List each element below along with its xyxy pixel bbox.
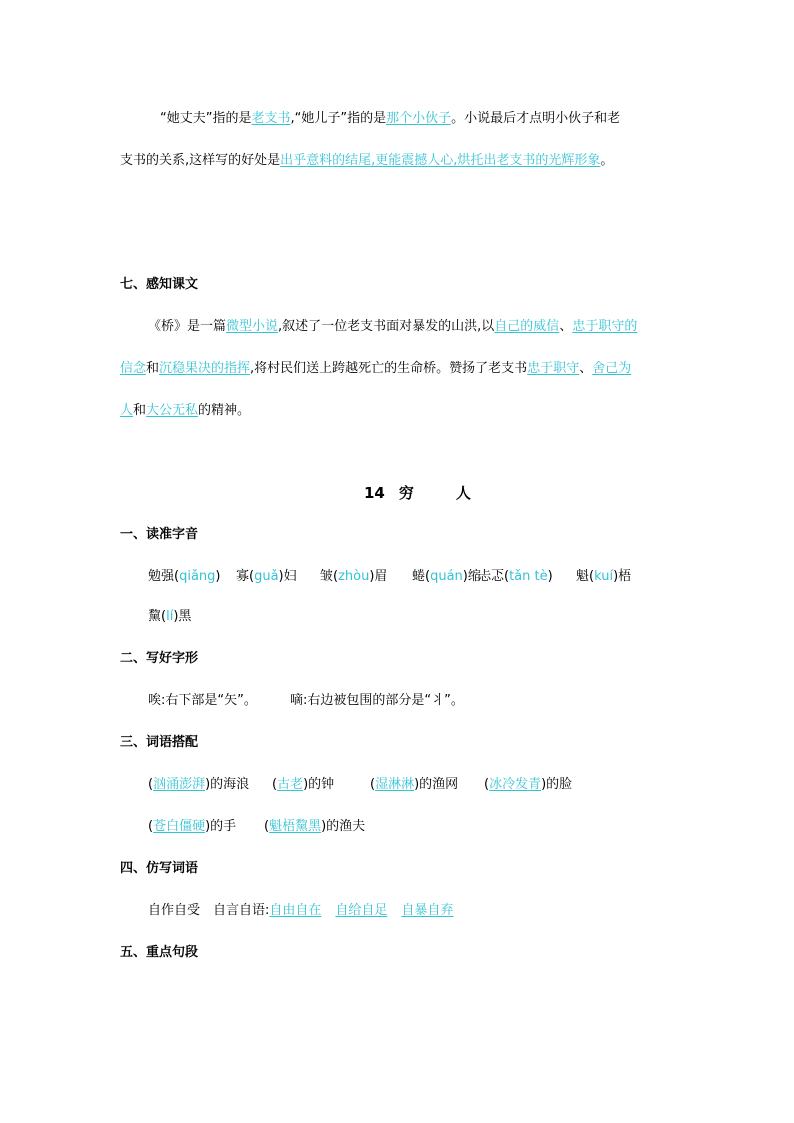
answer-blank: 那个小伙子	[386, 111, 452, 126]
collocation: (冰冷发青)的脸	[484, 777, 573, 792]
answer-blank: 大公无私	[146, 403, 199, 418]
answer-paragraph-line-2: 支书的关系,这样写的好处是出乎意料的结尾,更能震撼人心,烘托出老支书的光辉形象。	[120, 153, 614, 168]
pinyin-word: 蜷(quán)缩	[412, 569, 481, 584]
summary-line-2: 信念和沉稳果决的指挥,将村民们送上跨越死亡的生命桥。赞扬了老支书忠于职守、舍己为	[120, 361, 632, 376]
collocation: (汹涌澎湃)的海浪	[148, 777, 250, 792]
pinyin-word: 魁(kuí)梧	[576, 569, 632, 584]
glyph-note: 嘀:右边被包围的部分是“丬”。	[290, 693, 464, 708]
section-heading: 二、写好字形	[120, 651, 199, 666]
pinyin-word: 黧(lí)黑	[148, 609, 192, 624]
glyph-note: 唉:右下部是“矢”。	[148, 693, 257, 708]
collocation: (魁梧黧黑)的渔夫	[264, 819, 366, 834]
section-heading: 三、词语搭配	[120, 735, 199, 750]
collocation: (古老)的钟	[272, 777, 335, 792]
answer-blank: 人	[120, 403, 134, 418]
summary-line-1: 《桥》是一篇微型小说,叙述了一位老支书面对暴发的山洪,以自己的威信、忠于职守的	[148, 319, 638, 334]
answer-blank: 舍己为	[592, 361, 632, 376]
lesson-title: 14 穷 人	[364, 484, 471, 502]
section-heading: 四、仿写词语	[120, 861, 199, 876]
answer-blank: 微型小说	[226, 319, 279, 334]
collocation: (苍白僵硬)的手	[148, 819, 237, 834]
answer-blank: 自己的威信	[494, 319, 560, 334]
answer-blank: 忠于职守	[527, 361, 580, 376]
section-heading: 五、重点句段	[120, 945, 199, 960]
pinyin-word: 寡(guǎ)妇	[236, 569, 297, 584]
answer-blank: 忠于职守的	[572, 319, 638, 334]
imitation-words: 自作自受 自言自语:自由自在 自给自足 自暴自弃	[148, 903, 454, 918]
section-heading: 七、感知课文	[120, 277, 199, 292]
answer-paragraph-line-1: “她丈夫”指的是老支书,“她儿子”指的是那个小伙子。小说最后才点明小伙子和老	[160, 111, 621, 126]
pinyin-word: 忐忑(tǎn tè)	[478, 569, 553, 584]
pinyin-word: 勉强(qiǎng)	[148, 569, 221, 584]
pinyin-word: 皱(zhòu)眉	[320, 569, 388, 584]
answer-blank: 老支书	[251, 111, 291, 126]
summary-line-3: 人和大公无私的精神。	[120, 403, 251, 418]
answer-blank: 沉稳果决的指挥	[159, 361, 251, 376]
answer-blank: 出乎意料的结尾,更能震撼人心,烘托出老支书的光辉形象	[280, 153, 601, 168]
answer-blank: 信念	[120, 361, 147, 376]
section-heading: 一、读准字音	[120, 527, 199, 542]
collocation: (湿淋淋)的渔网	[370, 777, 459, 792]
lesson-number: 14	[364, 484, 385, 502]
